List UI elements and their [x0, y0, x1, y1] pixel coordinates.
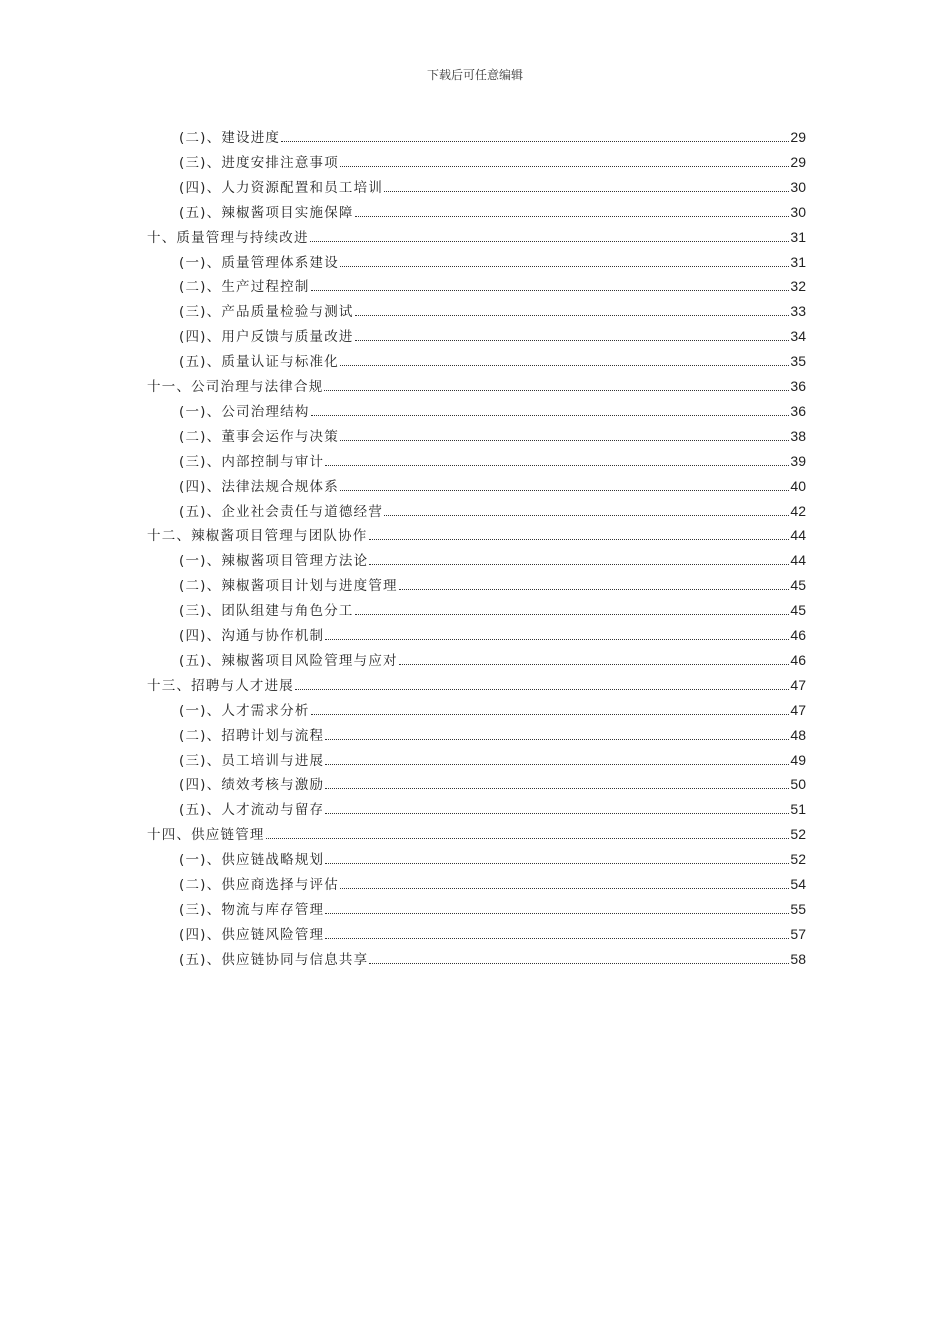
toc-dot-leader — [384, 514, 789, 516]
toc-dot-leader — [325, 912, 789, 914]
toc-entry[interactable] — [179, 250, 806, 274]
toc-entry[interactable] — [179, 623, 806, 647]
toc-entry[interactable] — [179, 399, 806, 423]
toc-entry-page-number: 47 — [790, 676, 806, 693]
toc-entry[interactable] — [179, 698, 806, 722]
toc-entry-page-number: 44 — [790, 552, 806, 569]
toc-entry[interactable] — [179, 772, 806, 796]
toc-dot-leader — [324, 389, 789, 391]
toc-entry-title: (四)、人力资源配置和员工培训 — [179, 179, 384, 196]
toc-dot-leader — [325, 937, 789, 939]
toc-entry[interactable] — [179, 922, 806, 946]
toc-entry-page-number: 47 — [790, 701, 806, 718]
toc-dot-leader — [325, 738, 789, 740]
toc-entry-title: (一)、质量管理体系建设 — [179, 254, 339, 271]
toc-dot-leader — [369, 563, 789, 565]
toc-entry-page-number: 49 — [790, 751, 806, 768]
toc-dot-leader — [384, 190, 789, 192]
toc-entry-title: (五)、供应链协同与信息共享 — [179, 951, 369, 968]
toc-dot-leader — [369, 538, 790, 540]
toc-dot-leader — [340, 439, 789, 441]
toc-entry[interactable] — [179, 474, 806, 498]
toc-dot-leader — [399, 663, 790, 665]
toc-entry-page-number: 30 — [790, 203, 806, 220]
toc-entry-title: (二)、辣椒酱项目计划与进度管理 — [179, 578, 398, 595]
toc-entry-page-number: 52 — [790, 851, 806, 868]
toc-entry-title: 十三、招聘与人才进展 — [147, 677, 294, 694]
toc-entry-title: (一)、人才需求分析 — [179, 702, 310, 719]
toc-entry[interactable] — [179, 573, 806, 597]
toc-entry-page-number: 34 — [790, 328, 806, 345]
toc-entry[interactable] — [147, 822, 806, 846]
toc-dot-leader — [266, 837, 790, 839]
toc-entry-page-number: 58 — [790, 950, 806, 967]
toc-entry-title: (四)、用户反馈与质量改进 — [179, 329, 354, 346]
toc-dot-leader — [355, 215, 790, 217]
toc-entry-title: (三)、进度安排注意事项 — [179, 154, 339, 171]
toc-dot-leader — [325, 638, 789, 640]
toc-entry[interactable] — [147, 523, 806, 547]
toc-entry-title: (四)、沟通与协作机制 — [179, 628, 325, 644]
toc-entry[interactable] — [179, 797, 806, 821]
toc-entry-page-number: 31 — [790, 228, 806, 245]
toc-entry[interactable] — [179, 598, 806, 622]
toc-entry-page-number: 36 — [790, 402, 806, 419]
toc-entry-page-number: 31 — [790, 253, 806, 270]
toc-entry-page-number: 36 — [790, 378, 806, 394]
toc-entry[interactable] — [147, 374, 806, 398]
toc-entry[interactable] — [179, 897, 806, 921]
toc-entry[interactable] — [179, 847, 806, 871]
toc-entry[interactable] — [179, 324, 806, 348]
toc-entry-page-number: 29 — [790, 129, 806, 145]
toc-entry-page-number: 45 — [790, 577, 806, 594]
toc-entry[interactable] — [179, 748, 806, 772]
toc-entry-title: 十、质量管理与持续改进 — [147, 229, 309, 246]
toc-entry-title: (四)、供应链风险管理 — [179, 926, 325, 943]
toc-dot-leader — [325, 862, 789, 864]
toc-entry-title: (二)、生产过程控制 — [179, 279, 310, 296]
toc-entry[interactable] — [179, 449, 806, 473]
toc-entry-title: (四)、绩效考核与激励 — [179, 777, 325, 794]
toc-entry-title: (五)、辣椒酱项目风险管理与应对 — [179, 652, 398, 669]
toc-dot-leader — [325, 812, 789, 814]
toc-entry[interactable] — [179, 723, 806, 747]
toc-entry[interactable] — [179, 947, 806, 971]
toc-entry[interactable] — [179, 274, 806, 298]
toc-entry[interactable] — [179, 872, 806, 896]
toc-entry-page-number: 30 — [790, 178, 806, 195]
toc-dot-leader — [311, 414, 790, 416]
toc-entry[interactable] — [179, 175, 806, 199]
toc-dot-leader — [399, 588, 790, 590]
toc-entry[interactable] — [147, 673, 806, 697]
toc-dot-leader — [325, 787, 789, 789]
toc-entry-title: (三)、物流与库存管理 — [179, 901, 325, 918]
toc-dot-leader — [340, 165, 789, 167]
toc-entry[interactable] — [179, 648, 806, 672]
toc-entry-page-number: 52 — [790, 826, 806, 843]
toc-entry-page-number: 42 — [790, 502, 806, 519]
toc-entry[interactable] — [179, 548, 806, 572]
toc-entry-page-number: 48 — [790, 726, 806, 743]
toc-entry-page-number: 29 — [790, 153, 806, 170]
toc-entry[interactable] — [179, 349, 806, 373]
toc-dot-leader — [355, 613, 790, 615]
toc-entry[interactable] — [147, 225, 806, 249]
toc-entry-page-number: 50 — [790, 776, 806, 793]
toc-entry-title: (二)、招聘计划与流程 — [179, 727, 325, 744]
toc-entry[interactable] — [179, 200, 806, 224]
toc-entry-title: 十四、供应链管理 — [147, 827, 265, 844]
toc-dot-leader — [325, 763, 789, 765]
toc-dot-leader — [340, 489, 789, 491]
toc-entry-page-number: 32 — [790, 278, 806, 295]
toc-dot-leader — [369, 962, 789, 964]
toc-entry-page-number: 39 — [790, 452, 806, 469]
toc-entry-page-number: 35 — [790, 353, 806, 370]
toc-entry-title: (三)、员工培训与进展 — [179, 752, 325, 769]
toc-entry-page-number: 33 — [790, 303, 806, 320]
toc-dot-leader — [311, 713, 790, 715]
toc-entry[interactable] — [179, 150, 806, 174]
toc-entry[interactable] — [179, 424, 806, 448]
toc-entry-page-number: 44 — [790, 527, 806, 544]
toc-entry[interactable] — [179, 125, 806, 149]
toc-dot-leader — [355, 314, 790, 316]
toc-dot-leader — [281, 140, 789, 142]
toc-entry-title: (三)、产品质量检验与测试 — [179, 304, 354, 321]
toc-entry-title: (三)、团队组建与角色分工 — [179, 603, 354, 620]
toc-dot-leader — [311, 289, 790, 291]
toc-entry-title: (五)、企业社会责任与道德经营 — [179, 503, 384, 520]
toc-entry-title: (五)、人才流动与留存 — [179, 802, 325, 819]
toc-entry-title: (四)、法律法规合规体系 — [179, 478, 339, 495]
toc-entry-page-number: 40 — [790, 477, 806, 494]
toc-entry-title: (五)、辣椒酱项目实施保障 — [179, 204, 354, 221]
toc-entry-page-number: 55 — [790, 900, 806, 917]
toc-entry[interactable] — [179, 499, 806, 523]
toc-entry-page-number: 46 — [790, 627, 806, 643]
toc-entry-page-number: 51 — [790, 801, 806, 818]
page-header: 下载后可任意编辑 — [426, 68, 523, 82]
toc-entry-title: (一)、公司治理结构 — [179, 403, 310, 420]
toc-dot-leader — [340, 364, 789, 366]
toc-entry-title: 十二、辣椒酱项目管理与团队协作 — [147, 528, 368, 545]
toc-entry[interactable] — [179, 299, 806, 323]
toc-entry-title: (五)、质量认证与标准化 — [179, 354, 339, 371]
toc-entry-title: (一)、辣椒酱项目管理方法论 — [179, 553, 369, 570]
toc-dot-leader — [325, 464, 789, 466]
toc-dot-leader — [310, 240, 790, 242]
toc-entry-title: (二)、建设进度 — [179, 130, 281, 146]
toc-dot-leader — [355, 339, 790, 341]
toc-entry-title: (一)、供应链战略规划 — [179, 852, 325, 869]
toc-entry-page-number: 46 — [790, 651, 806, 668]
toc-entry-title: (二)、董事会运作与决策 — [179, 428, 339, 445]
toc-entry-page-number: 45 — [790, 602, 806, 619]
toc-dot-leader — [340, 265, 789, 267]
toc-entry-title: (二)、供应商选择与评估 — [179, 877, 339, 893]
toc-dot-leader — [340, 887, 789, 889]
toc-entry-title: (三)、内部控制与审计 — [179, 453, 325, 470]
toc-entry-page-number: 54 — [790, 876, 806, 892]
toc-entry-page-number: 57 — [790, 925, 806, 942]
toc-dot-leader — [295, 688, 789, 690]
toc-entry-page-number: 38 — [790, 427, 806, 444]
toc-entry-title: 十一、公司治理与法律合规 — [147, 379, 324, 395]
